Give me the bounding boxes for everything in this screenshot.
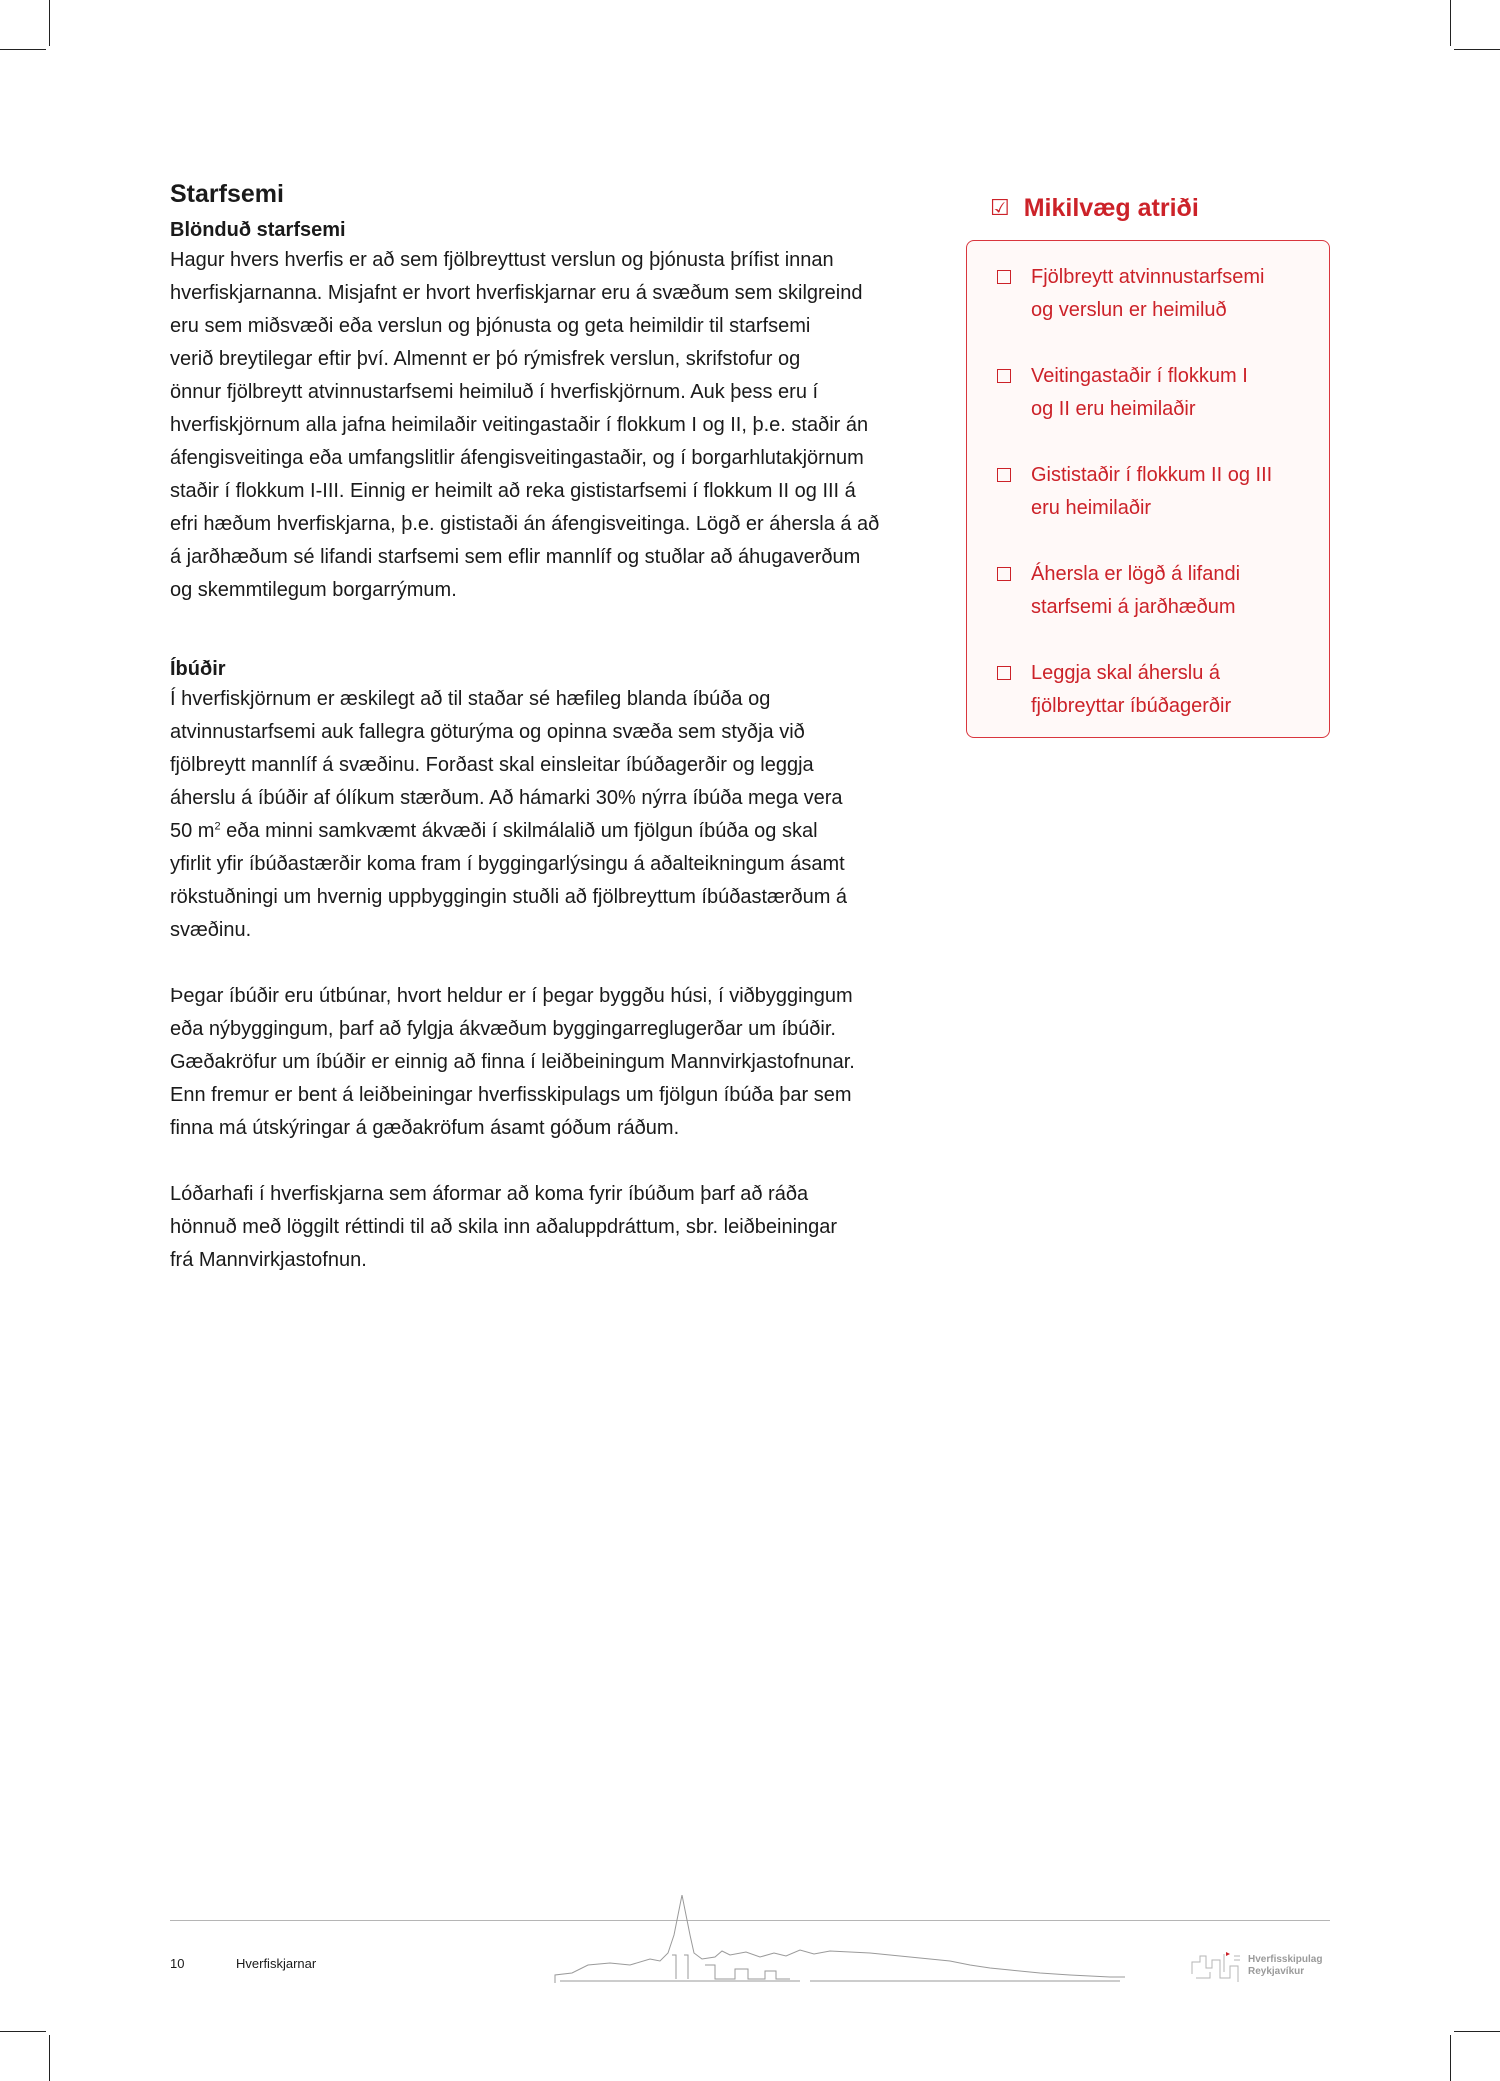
text-line: svæðinu. bbox=[170, 919, 252, 941]
sub-heading-ibudir: Íbúðir bbox=[170, 658, 226, 680]
key-point-item bbox=[989, 558, 1307, 624]
crop-mark bbox=[1454, 49, 1500, 50]
key-point-item bbox=[989, 657, 1307, 723]
section-heading: Starfsemi bbox=[170, 180, 284, 208]
text-line: Leggja skal áherslu á bbox=[1031, 662, 1221, 684]
paragraph-ibudir bbox=[170, 683, 940, 947]
text-line: Fjölbreytt atvinnustarfsemi bbox=[1031, 266, 1265, 288]
page-number: 10 bbox=[170, 1956, 185, 1971]
text-line: Gæðakröfur um íbúðir er einnig að finna í leiðbeiningum Mannvirkjastofnunar. bbox=[170, 1051, 855, 1073]
text-line: og skemmtilegum borgarrýmum. bbox=[170, 579, 457, 601]
text-line: Veitingastaðir í flokkum I bbox=[1031, 365, 1248, 387]
text-line: eða nýbyggingum, þarf að fylgja ákvæðum byggingarreglugerðar um íbúðir. bbox=[170, 1018, 836, 1040]
superscript: 2 bbox=[214, 820, 221, 833]
checkbox-icon bbox=[997, 468, 1011, 482]
paragraph-lodarhafi bbox=[170, 1178, 940, 1277]
crop-mark bbox=[1450, 2035, 1451, 2081]
key-point-text bbox=[1031, 657, 1231, 723]
text-line: hverfiskjörnum alla jafna heimilaðir veitingastaðir í flokkum I og II, þ.e. staðir án bbox=[170, 414, 869, 436]
brand-name-line2: Reykjavíkur bbox=[1248, 1966, 1305, 1977]
checkbox-icon bbox=[997, 270, 1011, 284]
brand-name-line1: Hverfisskipulag bbox=[1248, 1954, 1323, 1965]
text-line: atvinnustarfsemi auk fallegra göturýma og opinna svæða sem styðja við bbox=[170, 721, 805, 743]
text-line: efri hæðum hverfiskjarna, þ.e. gististaði án áfengisveitinga. Lögð er áhersla á að bbox=[170, 513, 880, 535]
text-line: eru heimilaðir bbox=[1031, 497, 1152, 519]
text-line: fjölbreyttar íbúðagerðir bbox=[1031, 695, 1232, 717]
key-points-box bbox=[966, 240, 1330, 738]
text-line: Hagur hvers hverfis er að sem fjölbreyttust verslun og þjónusta þrífist innan bbox=[170, 249, 834, 271]
text-line: Gististaðir í flokkum II og III bbox=[1031, 464, 1273, 486]
text-line: hönnuð með löggilt réttindi til að skila inn aðaluppdráttum, sbr. leiðbeiningar bbox=[170, 1216, 838, 1238]
checkbox-icon bbox=[997, 567, 1011, 581]
text-segment: 50 m bbox=[170, 820, 215, 842]
key-point-text bbox=[1031, 360, 1248, 426]
text-line: á jarðhæðum sé lifandi starfsemi sem eflir mannlíf og stuðlar að áhugaverðum bbox=[170, 546, 861, 568]
hverfisskipulag-logo-icon bbox=[1190, 1948, 1242, 1984]
text-line: finna má útskýringar á gæðakröfum ásamt góðum ráðum. bbox=[170, 1117, 680, 1139]
paragraph-ibudir-utbunar bbox=[170, 980, 940, 1145]
text-line: Áhersla er lögð á lifandi bbox=[1031, 563, 1241, 585]
text-line: Lóðarhafi í hverfiskjarna sem áformar að koma fyrir íbúðum þarf að ráða bbox=[170, 1183, 809, 1205]
text-line: áherslu á íbúðir af ólíkum stærðum. Að hámarki 30% nýrra íbúða mega vera bbox=[170, 787, 843, 809]
text-line: yfirlit yfir íbúðastærðir koma fram í byggingarlýsingu á aðalteikningum ásamt bbox=[170, 853, 845, 875]
sub-heading-blandad: Blönduð starfsemi bbox=[170, 219, 346, 241]
checkbox-icon bbox=[997, 369, 1011, 383]
main-content bbox=[170, 178, 940, 1277]
key-points-title-text: Mikilvæg atriði bbox=[1023, 193, 1199, 222]
crop-mark bbox=[49, 0, 50, 46]
text-line: staðir í flokkum I-III. Einnig er heimilt að reka gististarfsemi í flokkum II og III á bbox=[170, 480, 856, 502]
checkbox-checked-icon: ☑ bbox=[990, 195, 1010, 220]
crop-mark bbox=[1454, 2031, 1500, 2032]
crop-mark bbox=[0, 49, 46, 50]
text-line: önnur fjölbreytt atvinnustarfsemi heimiluð í hverfiskjörnum. Auk þess eru í bbox=[170, 381, 819, 403]
text-line: Þegar íbúðir eru útbúnar, hvort heldur er í þegar byggðu húsi, í viðbyggingum bbox=[170, 985, 853, 1007]
text-line: frá Mannvirkjastofnun. bbox=[170, 1249, 367, 1271]
crop-mark bbox=[1450, 0, 1451, 46]
paragraph-blandud-starfsemi bbox=[170, 244, 940, 607]
text-line: fjölbreytt mannlíf á svæðinu. Forðast skal einsleitar íbúðagerðir og leggja bbox=[170, 754, 814, 776]
text-line: Í hverfiskjörnum er æskilegt að til staðar sé hæfileg blanda íbúða og bbox=[170, 688, 771, 710]
footer-section-title: Hverfiskjarnar bbox=[236, 1956, 317, 1971]
text-segment: eða minni samkvæmt ákvæði í skilmálalið um fjölgun íbúða og skal bbox=[220, 820, 818, 842]
text-line: Enn fremur er bent á leiðbeiningar hverfisskipulags um fjölgun íbúða þar sem bbox=[170, 1084, 852, 1106]
key-point-item bbox=[989, 261, 1307, 327]
text-line: verið breytilegar eftir því. Almennt er þó rýmisfrek verslun, skrifstofur og bbox=[170, 348, 801, 370]
text-line: rökstuðningi um hvernig uppbyggingin stuðli að fjölbreyttum íbúðastærðum á bbox=[170, 886, 848, 908]
text-line: áfengisveitinga eða umfangslitlir áfengisveitingastaðir, og í borgarhlutakjörnum bbox=[170, 447, 864, 469]
key-point-item bbox=[989, 459, 1307, 525]
text-line: og verslun er heimiluð bbox=[1031, 299, 1227, 321]
key-point-item bbox=[989, 360, 1307, 426]
text-line: eru sem miðsvæði eða verslun og þjónusta og geta heimildir til starfsemi bbox=[170, 315, 811, 337]
key-points-title bbox=[990, 188, 1330, 228]
key-point-text bbox=[1031, 558, 1240, 624]
brand-logo bbox=[1190, 1948, 1322, 1984]
city-skyline-icon bbox=[550, 1895, 1130, 1985]
text-line: og II eru heimilaðir bbox=[1031, 398, 1196, 420]
key-point-text bbox=[1031, 261, 1264, 327]
crop-mark bbox=[0, 2031, 46, 2032]
checkbox-icon bbox=[997, 666, 1011, 680]
key-points-sidebar bbox=[966, 188, 1330, 738]
text-line: hverfiskjarnanna. Misjafnt er hvort hverfiskjarnar eru á svæðum sem skilgreind bbox=[170, 282, 863, 304]
text-line bbox=[170, 815, 940, 848]
crop-mark bbox=[49, 2035, 50, 2081]
text-line: starfsemi á jarðhæðum bbox=[1031, 596, 1236, 618]
key-point-text bbox=[1031, 459, 1272, 525]
